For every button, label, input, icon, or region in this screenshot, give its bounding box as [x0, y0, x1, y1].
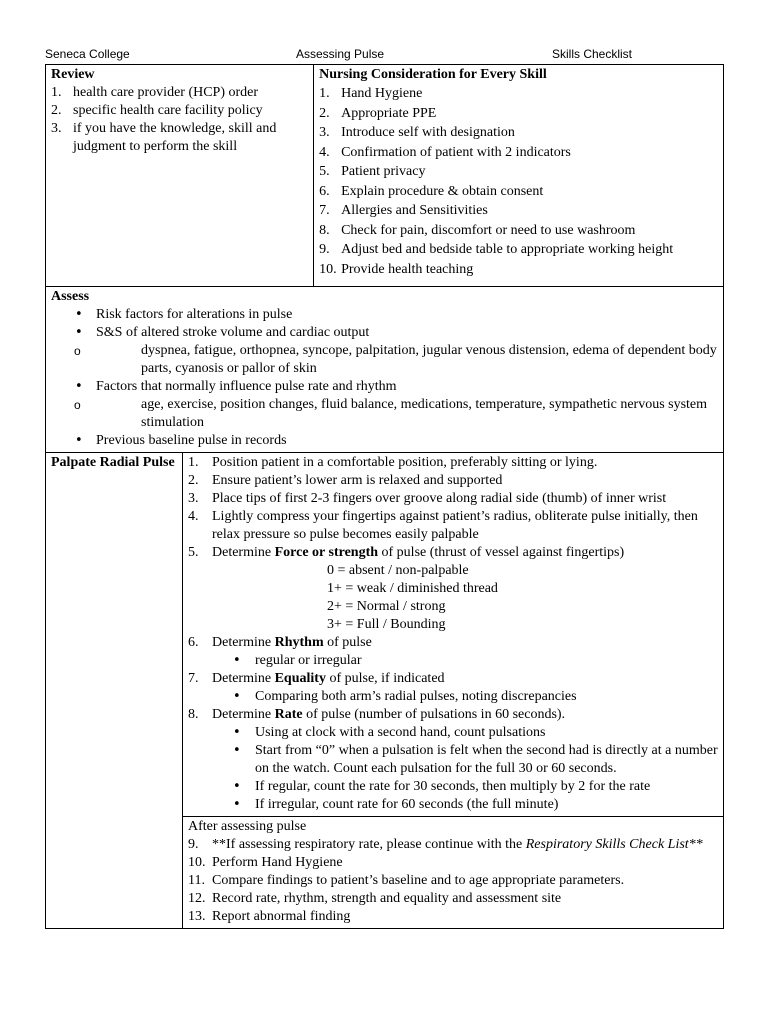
- list-item: 2. Ensure patient’s lower arm is relaxed and supported: [188, 473, 503, 488]
- nursing-list: [319, 84, 718, 279]
- nursing-cell: [314, 65, 724, 287]
- list-item: • regular or irregular: [188, 652, 718, 670]
- list-item: o dyspnea, fatigue, orthopnea, syncope, palpitation, jugular venous distension, edema of dependent body parts, cyanosis or pallor of skin: [51, 342, 718, 378]
- list-item: 5. Determine Force or strength of pulse (thrust of vessel against fingertips) 0 = absent / non-palpable 1+ = weak / diminished thread 2+ = Normal / strong 3+ = Full / Bounding: [188, 544, 718, 634]
- list-item: 1. Hand Hygiene: [319, 86, 423, 101]
- palpate-steps: [188, 454, 718, 814]
- list-item: • Comparing both arm’s radial pulses, noting discrepancies: [188, 688, 718, 706]
- list-item: 12. Record rate, rhythm, strength and equality and assessment site: [188, 891, 562, 906]
- after-heading: After assessing pulse: [188, 819, 307, 834]
- header-college: Seneca College: [45, 47, 130, 61]
- list-item: 8. Check for pain, discomfort or need to use washroom: [319, 222, 636, 238]
- after-steps: [188, 836, 718, 926]
- row-palpate: [46, 453, 724, 817]
- list-item: 13. Report abnormal finding: [188, 909, 351, 924]
- list-item: 1. health care provider (HCP) order: [51, 85, 259, 100]
- list-item: 4. Confirmation of patient with 2 indicators: [319, 144, 571, 160]
- list-item: 10. Perform Hand Hygiene: [188, 855, 343, 870]
- list-item: • Start from “0” when a pulsation is felt when the second had is directly at a number on the watch. Count each pulsation for the full 30 or 60 seconds.: [188, 742, 718, 778]
- review-title: Review: [51, 67, 95, 82]
- list-item: 7. Allergies and Sensitivities: [319, 203, 488, 218]
- list-item: 3. if you have the knowledge, skill and judgment to perform the skill: [51, 121, 277, 154]
- row-assess: [46, 287, 724, 453]
- list-item: 2. specific health care facility policy: [51, 103, 263, 118]
- list-item: 5. Patient privacy: [319, 164, 426, 179]
- header-topic: Assessing Pulse: [296, 47, 385, 61]
- nursing-title: Nursing Consideration for Every Skill: [319, 67, 547, 82]
- list-item: 9. **If assessing respiratory rate, please continue with the Respiratory Skills Check List**: [188, 837, 703, 852]
- assess-title: Assess: [51, 289, 90, 304]
- list-item: 4. Lightly compress your fingertips against patient’s radius, obliterate pulse initially, then relax pressure so pulse becomes easily palpable: [188, 509, 698, 542]
- list-item: • Risk factors for alterations in pulse: [51, 306, 718, 324]
- list-item: 2. Appropriate PPE: [319, 105, 437, 121]
- row-review: [46, 65, 724, 287]
- list-item: 8. Determine Rate of pulse (number of pulsations in 60 seconds). • Using at clock with a second hand, count pulsations • Start from “0” when a pulsation is felt when the second had is directly at a number on the watch. Count each pulsation for the full 30 or 60 seconds. • If regular, count the rate for 30 seconds, then multiply by 2 for the rate • If irregular, count rate for 60 seconds (the full minute): [188, 706, 718, 814]
- list-item: • Using at clock with a second hand, count pulsations: [188, 724, 718, 742]
- review-cell: [46, 65, 314, 287]
- list-item: 3. Place tips of first 2-3 fingers over groove along radial side (thumb) of inner wrist: [188, 491, 667, 506]
- assess-cell: [46, 287, 724, 453]
- list-item: • Previous baseline pulse in records: [51, 432, 718, 450]
- list-item: 1. Position patient in a comfortable position, preferably sitting or lying.: [188, 455, 598, 470]
- palpate-label: Palpate Radial Pulse: [46, 453, 183, 929]
- list-item: 11. Compare findings to patient’s baseline and to age appropriate parameters.: [188, 873, 625, 888]
- review-list: [51, 84, 308, 156]
- list-item: o age, exercise, position changes, fluid balance, medications, temperature, sympathetic nervous system stimulation: [51, 396, 718, 432]
- list-item: 3. Introduce self with designation: [319, 125, 515, 140]
- checklist-table: [45, 64, 724, 929]
- list-item: • If regular, count the rate for 30 seconds, then multiply by 2 for the rate: [188, 778, 718, 796]
- list-item: • Factors that normally influence pulse rate and rhythm o age, exercise, position changes, fluid balance, medications, temperature, sympathetic nervous system stimulation: [51, 378, 718, 432]
- list-item: 10. Provide health teaching: [319, 261, 474, 277]
- list-item: 6. Explain procedure & obtain consent: [319, 183, 544, 199]
- strength-scale: 0 = absent / non-palpable 1+ = weak / diminished thread 2+ = Normal / strong 3+ = Full / Bounding: [327, 563, 498, 632]
- assess-list: [51, 306, 718, 450]
- list-item: • S&S of altered stroke volume and cardiac output o dyspnea, fatigue, orthopnea, syncope, palpitation, jugular venous distension, edema of dependent body parts, cyanosis or pallor of skin: [51, 324, 718, 378]
- list-item: • If irregular, count rate for 60 seconds (the full minute): [188, 796, 718, 814]
- after-cell: [183, 817, 724, 929]
- list-item: 9. Adjust bed and bedside table to appropriate working height: [319, 242, 674, 257]
- list-item: 7. Determine Equality of pulse, if indicated • Comparing both arm’s radial pulses, noting discrepancies: [188, 670, 718, 706]
- header-checklist: Skills Checklist: [552, 47, 633, 61]
- list-item: 6. Determine Rhythm of pulse • regular or irregular: [188, 634, 718, 670]
- palpate-steps-cell: [183, 453, 724, 817]
